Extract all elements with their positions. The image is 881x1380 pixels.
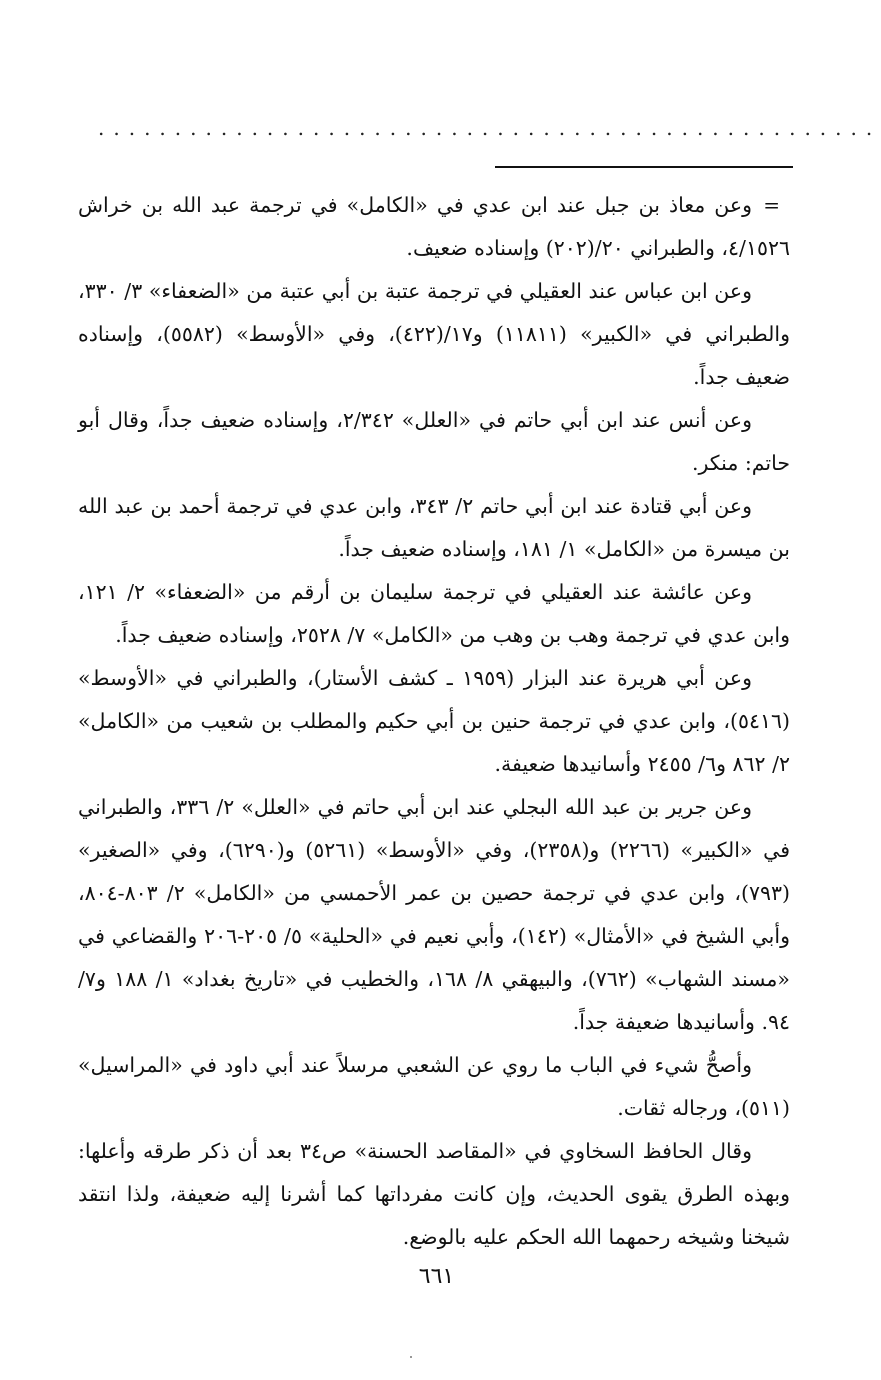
footnote-paragraph-abu-qatada: وعن أبي قتادة عند ابن أبي حاتم ٢/ ٣٤٣، وابن عدي في ترجمة أحمد بن عبد الله بن ميسرة من «الكامل» ١/ ١٨١، وإسناده ضعيف جداً.	[78, 494, 790, 561]
scan-speck	[410, 1356, 412, 1358]
paragraph-text: وعن معاذ بن جبل عند ابن عدي في «الكامل» في ترجمة عبد الله بن خراش ٤/١٥٢٦، والطبراني ٢٠/(٢٠٢) وإسناده ضعيف.	[78, 193, 790, 260]
continuation-mark: =	[763, 193, 780, 217]
dotted-separator: ...................................................	[98, 116, 881, 140]
page-number: ٦٦١	[418, 1264, 455, 1289]
footnote-paragraph-jarir: وعن جرير بن عبد الله البجلي عند ابن أبي حاتم في «العلل» ٢/ ٣٣٦، والطبراني في «الكبير» (٢٢٦٦) و(٢٣٥٨)، وفي «الأوسط» (٥٢٦١) و(٦٢٩٠)، وفي «الصغير» (٧٩٣)، وابن عدي في ترجمة حصين بن عمر الأحمسي من «الكامل» ٢/ ٨٠٣-٨٠٤، وأبي الشيخ في «الأمثال» (١٤٢)، وأبي نعيم في «الحلية» ٥/ ٢٠٥-٢٠٦ والقضاعي في «مسند الشهاب» (٧٦٢)، والبيهقي ٨/ ١٦٨، والخطيب في «تاريخ بغداد» ١/ ١٨٨ و٧/ ٩٤. وأسانيدها ضعيفة جداً.	[78, 795, 790, 1034]
footnote-paragraph-aisha: وعن عائشة عند العقيلي في ترجمة سليمان بن أرقم من «الضعفاء» ٢/ ١٢١، وابن عدي في ترجمة وهب بن وهب من «الكامل» ٧/ ٢٥٢٨، وإسناده ضعيف جداً.	[78, 580, 790, 647]
footnote-paragraph-ibn-abbas: وعن ابن عباس عند العقيلي في ترجمة عتبة بن أبي عتبة من «الضعفاء» ٣/ ٣٣٠، والطبراني في «الكبير» (١١٨١١) و١٧/(٤٢٢)، وفي «الأوسط» (٥٥٨٢)، وإسناده ضعيف جداً.	[78, 279, 790, 389]
footnote-paragraph-muadh	[78, 184, 790, 270]
footnote-paragraph-sakhawi: وقال الحافظ السخاوي في «المقاصد الحسنة» ص٣٤ بعد أن ذكر طرقه وأعلها: وبهذه الطرق يقوى الحديث، وإن كانت مفرداتها كما أشرنا إليه ضعيفة، ولذا انتقد شيخنا وشيخه رحمهما الله الحكم عليه بالوضع.	[78, 1139, 790, 1249]
footnote-paragraph-anas: وعن أنس عند ابن أبي حاتم في «العلل» ٢/٣٤٢، وإسناده ضعيف جداً، وقال أبو حاتم: منكر.	[78, 408, 790, 475]
footnotes-section	[78, 184, 790, 1259]
footnote-rule	[495, 166, 793, 168]
footnote-paragraph-abu-hurayra: وعن أبي هريرة عند البزار (١٩٥٩ ـ كشف الأستار)، والطبراني في «الأوسط» (٥٤١٦)، وابن عدي في ترجمة حنين بن أبي حكيم والمطلب بن شعيب من «الكامل» ٢/ ٨٦٢ و٦/ ٢٤٥٥ وأسانيدها ضعيفة.	[78, 666, 790, 776]
footnote-paragraph-shabi: وأصحُّ شيء في الباب ما روي عن الشعبي مرسلاً عند أبي داود في «المراسيل» (٥١١)، ورجاله ثقات.	[78, 1053, 790, 1120]
